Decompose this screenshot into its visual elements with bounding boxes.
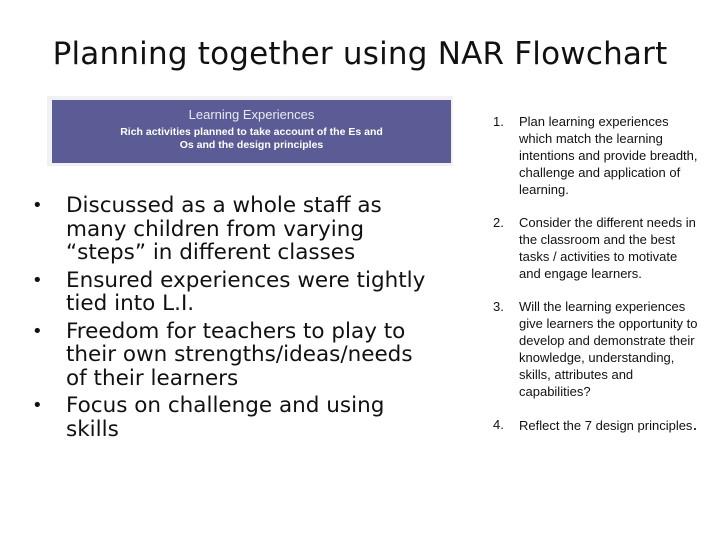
bullet-text: Ensured experiences were tightly tied into L.I. [66,267,426,316]
bullet-text: Focus on challenge and using skills [66,393,385,442]
banner-heading: Learning Experiences [188,107,315,122]
banner-panel [52,100,451,163]
bullet-item [30,320,430,391]
step-text: Plan learning experiences which match the learning intentions and provide breadth, challenge and application of learning. [519,114,698,197]
step-item [490,214,702,282]
step-text-main: Reflect the 7 design principles [519,418,693,433]
step-item [490,298,702,400]
slide-title: Planning together using NAR Flowchart [52,36,668,72]
step-number: 4. [493,417,504,432]
bullet-item [30,194,430,265]
steps-list [490,113,702,434]
bullet-item [30,269,430,316]
learning-experiences-banner [47,96,453,166]
step-number: 3. [493,299,504,314]
banner-subtext: Rich activities planned to take account of the Es and Os and the design principles [120,126,383,151]
bullet-text: Discussed as a whole staff as many children from varying “steps” in different classes [66,193,382,265]
bullet-text: Freedom for teachers to play to their own strengths/ideas/needs of their learners [66,318,413,391]
step-number: 2. [493,215,504,230]
step-number: 1. [493,114,504,129]
bullet-dot-icon: • [32,395,43,416]
step-text: Will the learning experiences give learners the opportunity to develop and demonstrate their knowledge, understanding, skills, attributes and capabilities? [519,299,698,399]
bullet-item [30,394,430,441]
bullet-dot-icon: • [32,320,43,342]
step-item [490,113,702,198]
step-text: Consider the different needs in the classroom and the best tasks / activities to motivate and engage learners. [519,215,696,281]
bullet-list [30,194,430,445]
step-text-period: . [692,414,698,434]
bullet-dot-icon: • [32,269,43,291]
step-item [490,416,702,434]
step-text [519,416,702,434]
bullet-dot-icon: • [32,195,43,216]
